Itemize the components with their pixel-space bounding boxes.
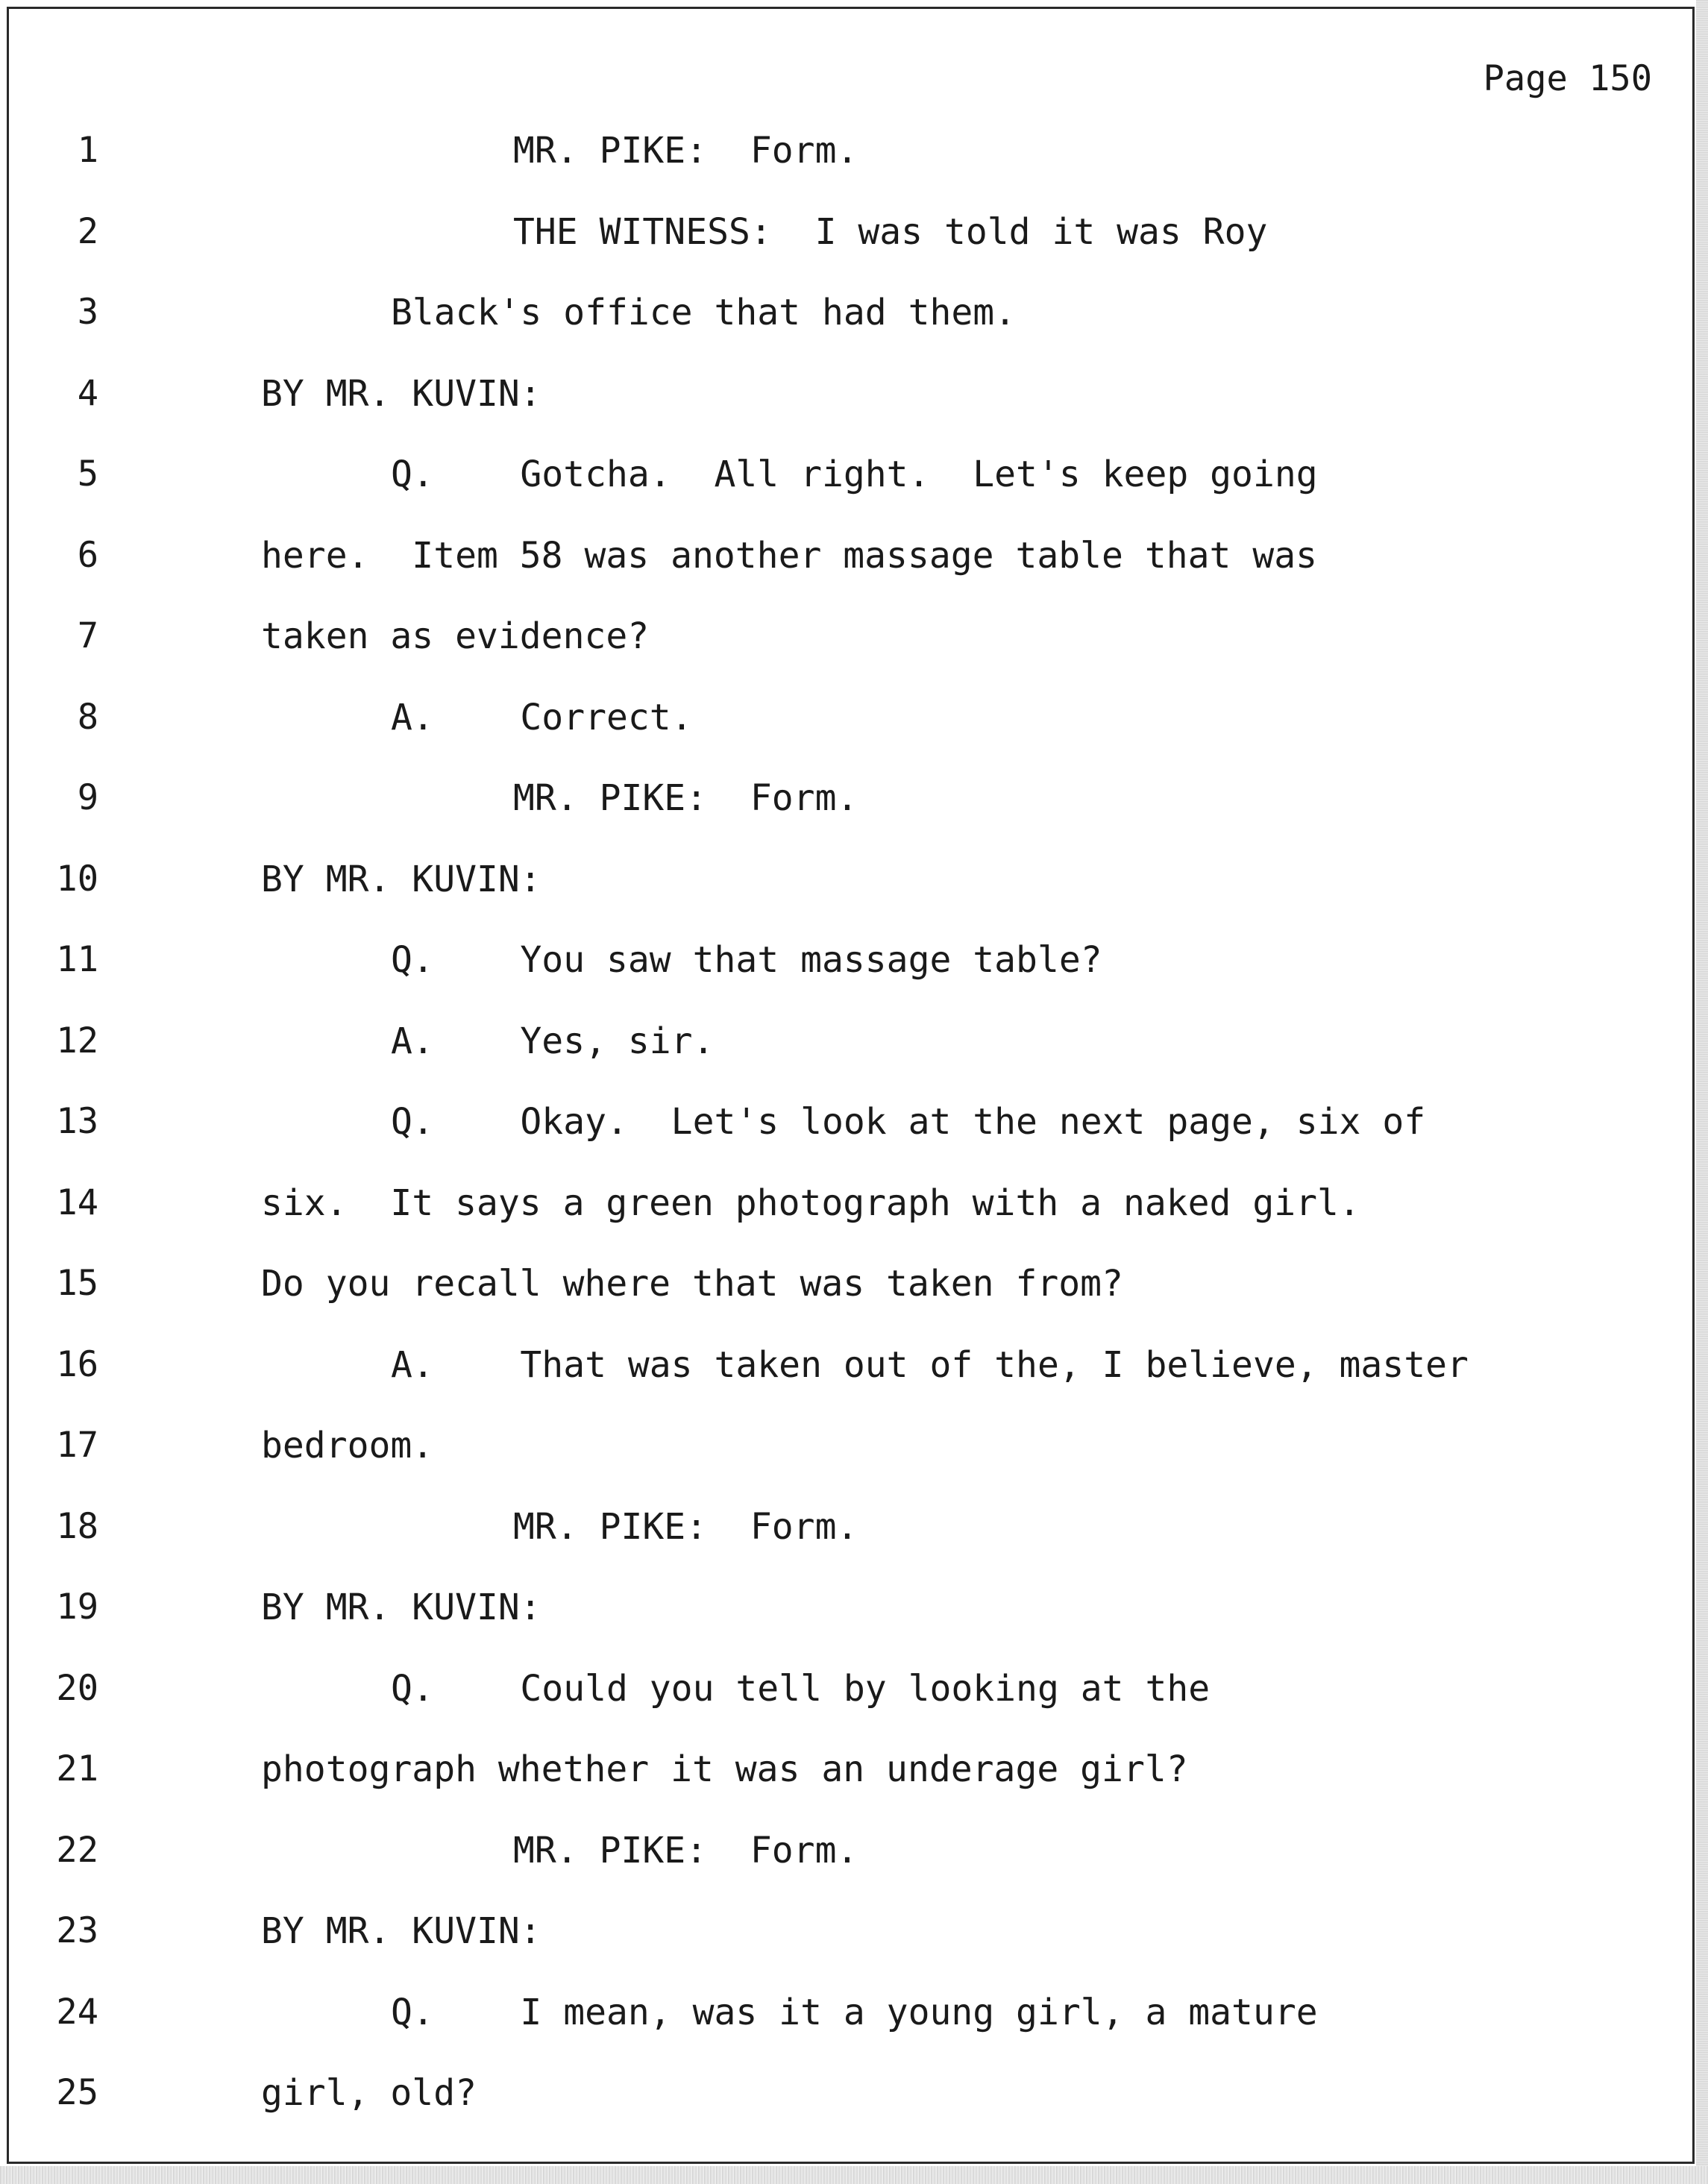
transcript-line bbox=[9, 1261, 1695, 1343]
line-number: 21 bbox=[56, 1748, 98, 1789]
transcript-line bbox=[9, 1019, 1695, 1100]
line-number: 5 bbox=[77, 454, 98, 495]
line-text: here. Item 58 was another massage table that was bbox=[261, 534, 1318, 577]
transcript-line bbox=[9, 1181, 1695, 1262]
line-text: six. It says a green photograph with a naked girl. bbox=[261, 1182, 1360, 1224]
line-text: MR. PIKE: Form. bbox=[513, 1505, 858, 1548]
line-text: taken as evidence? bbox=[261, 615, 650, 657]
line-text: BY MR. KUVIN: bbox=[261, 858, 541, 900]
transcript-line bbox=[9, 1585, 1695, 1666]
line-number: 17 bbox=[56, 1425, 98, 1466]
line-number: 9 bbox=[77, 777, 98, 818]
transcript-line bbox=[9, 290, 1695, 371]
line-number: 18 bbox=[56, 1505, 98, 1547]
line-text: A. Yes, sir. bbox=[391, 1020, 715, 1062]
line-text: MR. PIKE: Form. bbox=[513, 777, 858, 819]
line-number: 22 bbox=[56, 1829, 98, 1871]
line-text: Do you recall where that was taken from? bbox=[261, 1263, 1123, 1305]
line-text: THE WITNESS: I was told it was Roy bbox=[513, 210, 1268, 253]
scan-edge-bottom bbox=[0, 2166, 1708, 2184]
line-number: 3 bbox=[77, 292, 98, 333]
transcript-line bbox=[9, 1423, 1695, 1504]
line-text: BY MR. KUVIN: bbox=[261, 372, 541, 415]
line-number: 23 bbox=[56, 1910, 98, 1951]
transcript-lines bbox=[9, 128, 1695, 2152]
line-text: Q. You saw that massage table? bbox=[391, 939, 1102, 981]
line-text: Q. I mean, was it a young girl, a mature bbox=[391, 1991, 1318, 2033]
line-text: BY MR. KUVIN: bbox=[261, 1587, 541, 1628]
transcript-line bbox=[9, 1099, 1695, 1181]
line-text: A. Correct. bbox=[391, 696, 693, 738]
transcript-line bbox=[9, 1909, 1695, 1990]
line-number: 20 bbox=[56, 1667, 98, 1709]
line-number: 15 bbox=[56, 1263, 98, 1304]
line-text: Q. Okay. Let's look at the next page, six of bbox=[391, 1101, 1426, 1143]
page-number: Page 150 bbox=[1483, 58, 1652, 99]
scan-edge-right bbox=[1696, 0, 1708, 2184]
line-text: MR. PIKE: Form. bbox=[513, 1829, 858, 1871]
line-number: 4 bbox=[77, 372, 98, 414]
transcript-line bbox=[9, 938, 1695, 1019]
line-text: Q. Could you tell by looking at the bbox=[391, 1667, 1211, 1710]
line-number: 25 bbox=[56, 2072, 98, 2113]
transcript-line bbox=[9, 1343, 1695, 1424]
line-number: 24 bbox=[56, 1991, 98, 2033]
line-number: 2 bbox=[77, 210, 98, 252]
transcript-line bbox=[9, 128, 1695, 210]
transcript-line bbox=[9, 776, 1695, 857]
line-number: 10 bbox=[56, 858, 98, 900]
line-text: bedroom. bbox=[261, 1425, 434, 1466]
line-number: 13 bbox=[56, 1101, 98, 1142]
transcript-line bbox=[9, 1504, 1695, 1586]
transcript-line bbox=[9, 533, 1695, 615]
line-number: 14 bbox=[56, 1182, 98, 1223]
line-text: Black's office that had them. bbox=[391, 292, 1017, 333]
transcript-line bbox=[9, 1990, 1695, 2071]
transcript-line bbox=[9, 371, 1695, 453]
transcript-line bbox=[9, 857, 1695, 938]
line-number: 12 bbox=[56, 1020, 98, 1061]
line-text: photograph whether it was an underage girl? bbox=[261, 1748, 1188, 1790]
line-number: 7 bbox=[77, 615, 98, 656]
transcript-line bbox=[9, 210, 1695, 291]
transcript-line bbox=[9, 2071, 1695, 2152]
line-number: 16 bbox=[56, 1343, 98, 1385]
line-number: 1 bbox=[77, 130, 98, 171]
line-text: A. That was taken out of the, I believe, master bbox=[391, 1343, 1469, 1386]
line-number: 6 bbox=[77, 534, 98, 576]
transcript-line bbox=[9, 1828, 1695, 1910]
line-text: MR. PIKE: Form. bbox=[513, 130, 858, 172]
transcript-line bbox=[9, 1747, 1695, 1828]
line-text: BY MR. KUVIN: bbox=[261, 1910, 541, 1952]
line-text: Q. Gotcha. All right. Let's keep going bbox=[391, 454, 1318, 495]
transcript-line bbox=[9, 695, 1695, 776]
transcript-line bbox=[9, 614, 1695, 695]
line-number: 19 bbox=[56, 1587, 98, 1628]
line-text: girl, old? bbox=[261, 2072, 477, 2114]
transcript-line bbox=[9, 452, 1695, 533]
transcript-line bbox=[9, 1666, 1695, 1748]
line-number: 11 bbox=[56, 939, 98, 980]
line-number: 8 bbox=[77, 696, 98, 738]
transcript-page bbox=[7, 7, 1695, 2164]
